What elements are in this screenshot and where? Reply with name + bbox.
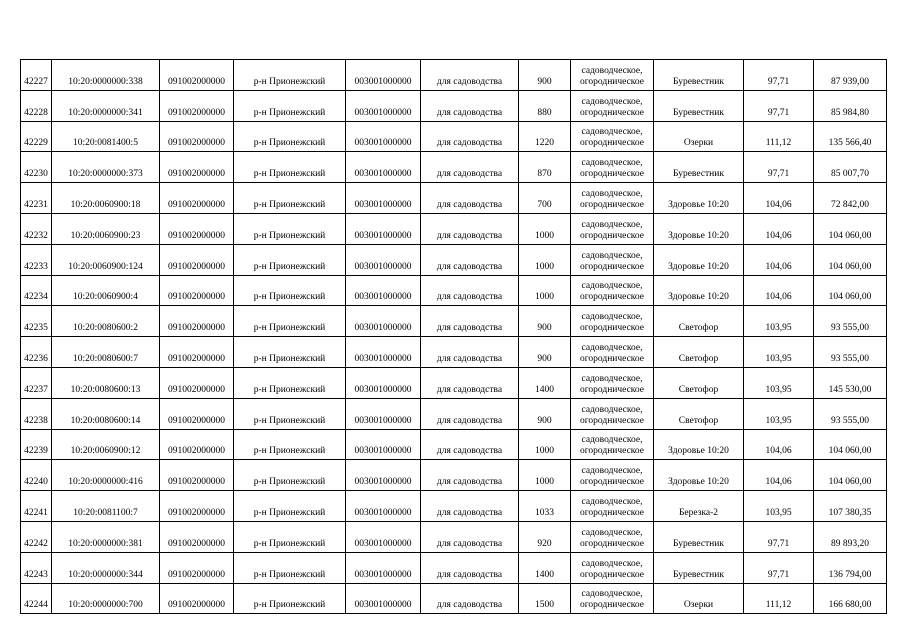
cell-permitted-use: для садоводства (421, 583, 519, 614)
land-use-line-1: садоводческое, (581, 589, 643, 600)
table-row (21, 583, 887, 614)
cell-area: 1400 (519, 367, 571, 398)
cell-record-number: 42242 (21, 521, 52, 552)
cell-specific-value: 104,06 (744, 460, 814, 491)
cell-cadastral-value: 89 893,20 (814, 521, 887, 552)
cell-specific-value: 111,12 (744, 121, 814, 152)
land-use-line-1: садоводческое, (581, 373, 643, 384)
cell-cadastral-value: 136 794,00 (814, 552, 887, 583)
cell-oktmo-code: 091002000000 (160, 60, 234, 91)
cell-specific-value: 103,95 (744, 367, 814, 398)
land-use-line-1: садоводческое, (581, 342, 643, 353)
cell-land-use (571, 521, 654, 552)
cell-permitted-use: для садоводства (421, 491, 519, 522)
cell-permitted-use: для садоводства (421, 213, 519, 244)
land-use-line-1: садоводческое, (581, 65, 643, 76)
land-use-line-2: огородническое (579, 477, 645, 488)
cell-cadastral-number: 10:20:0060900:12 (52, 429, 160, 460)
cell-oktmo-code: 091002000000 (160, 367, 234, 398)
cell-land-use (571, 213, 654, 244)
cell-cadastral-number: 10:20:0060900:4 (52, 275, 160, 306)
cell-snt-name: Здоровье 10:20 (654, 275, 744, 306)
cell-record-number: 42231 (21, 183, 52, 214)
cell-category-code: 003001000000 (346, 491, 421, 522)
land-use-line-1: садоводческое, (581, 558, 643, 569)
land-use-line-2: огородническое (579, 446, 645, 457)
land-use-line-1: садоводческое, (581, 466, 643, 477)
cell-permitted-use: для садоводства (421, 152, 519, 183)
cell-cadastral-value: 87 939,00 (814, 60, 887, 91)
cell-land-use (571, 183, 654, 214)
land-use-line-1: садоводческое, (581, 496, 643, 507)
cell-land-use (571, 583, 654, 614)
cell-land-use (571, 398, 654, 429)
land-use-line-2: огородническое (579, 199, 645, 210)
cell-area: 1033 (519, 491, 571, 522)
cell-area: 920 (519, 521, 571, 552)
cell-area: 1000 (519, 244, 571, 275)
cell-record-number: 42232 (21, 213, 52, 244)
cell-record-number: 42237 (21, 367, 52, 398)
land-use-line-2: огородническое (579, 600, 645, 611)
land-use-line-2: огородническое (579, 569, 645, 580)
cell-land-use (571, 60, 654, 91)
land-use-line-2: огородническое (579, 261, 645, 272)
land-use-line-2: огородническое (579, 107, 645, 118)
cell-permitted-use: для садоводства (421, 244, 519, 275)
cell-snt-name: Здоровье 10:20 (654, 429, 744, 460)
cell-district: р-н Прионежский (234, 306, 346, 337)
cell-snt-name: Озерки (654, 121, 744, 152)
cell-specific-value: 103,95 (744, 398, 814, 429)
cell-snt-name: Светофор (654, 398, 744, 429)
cell-category-code: 003001000000 (346, 460, 421, 491)
cell-land-use (571, 90, 654, 121)
land-use-line-2: огородническое (579, 353, 645, 364)
cell-permitted-use: для садоводства (421, 306, 519, 337)
cell-snt-name: Здоровье 10:20 (654, 460, 744, 491)
cell-cadastral-number: 10:20:0081100:7 (52, 491, 160, 522)
table-row (21, 275, 887, 306)
cell-area: 1000 (519, 429, 571, 460)
cell-category-code: 003001000000 (346, 60, 421, 91)
cell-area: 900 (519, 306, 571, 337)
cell-permitted-use: для садоводства (421, 552, 519, 583)
cell-specific-value: 103,95 (744, 337, 814, 368)
land-use-line-1: садоводческое, (581, 435, 643, 446)
cell-snt-name: Буревестник (654, 90, 744, 121)
cell-record-number: 42227 (21, 60, 52, 91)
cell-district: р-н Прионежский (234, 583, 346, 614)
cell-cadastral-number: 10:20:0000000:416 (52, 460, 160, 491)
table-row (21, 337, 887, 368)
cell-oktmo-code: 091002000000 (160, 552, 234, 583)
cell-district: р-н Прионежский (234, 398, 346, 429)
cell-land-use (571, 337, 654, 368)
cell-snt-name: Светофор (654, 306, 744, 337)
land-use-line-2: огородническое (579, 76, 645, 87)
cell-oktmo-code: 091002000000 (160, 429, 234, 460)
cell-cadastral-value: 166 680,00 (814, 583, 887, 614)
cell-area: 1000 (519, 275, 571, 306)
cell-cadastral-value: 104 060,00 (814, 429, 887, 460)
cell-snt-name: Озерки (654, 583, 744, 614)
cell-category-code: 003001000000 (346, 521, 421, 552)
cell-area: 1220 (519, 121, 571, 152)
cell-record-number: 42238 (21, 398, 52, 429)
cell-land-use (571, 275, 654, 306)
land-use-line-2: огородническое (579, 507, 645, 518)
cell-snt-name: Здоровье 10:20 (654, 183, 744, 214)
cell-snt-name: Здоровье 10:20 (654, 213, 744, 244)
cell-record-number: 42241 (21, 491, 52, 522)
cell-cadastral-value: 135 566,40 (814, 121, 887, 152)
cell-permitted-use: для садоводства (421, 337, 519, 368)
land-use-line-1: садоводческое, (581, 281, 643, 292)
cell-cadastral-number: 10:20:0000000:373 (52, 152, 160, 183)
cell-cadastral-number: 10:20:0081400:5 (52, 121, 160, 152)
table-row (21, 244, 887, 275)
cell-cadastral-number: 10:20:0000000:341 (52, 90, 160, 121)
cell-cadastral-number: 10:20:0000000:344 (52, 552, 160, 583)
table-row (21, 152, 887, 183)
cell-record-number: 42239 (21, 429, 52, 460)
cell-district: р-н Прионежский (234, 552, 346, 583)
cell-area: 900 (519, 337, 571, 368)
cell-permitted-use: для садоводства (421, 429, 519, 460)
cell-district: р-н Прионежский (234, 337, 346, 368)
cell-district: р-н Прионежский (234, 90, 346, 121)
cell-oktmo-code: 091002000000 (160, 213, 234, 244)
cell-land-use (571, 491, 654, 522)
cell-specific-value: 97,71 (744, 521, 814, 552)
cadastral-table (20, 59, 887, 614)
cell-record-number: 42229 (21, 121, 52, 152)
cell-specific-value: 104,06 (744, 429, 814, 460)
cell-category-code: 003001000000 (346, 275, 421, 306)
cell-cadastral-number: 10:20:0060900:23 (52, 213, 160, 244)
cell-land-use (571, 244, 654, 275)
cell-cadastral-value: 93 555,00 (814, 398, 887, 429)
cell-specific-value: 103,95 (744, 491, 814, 522)
cell-area: 700 (519, 183, 571, 214)
cell-record-number: 42240 (21, 460, 52, 491)
cell-specific-value: 104,06 (744, 244, 814, 275)
cell-district: р-н Прионежский (234, 213, 346, 244)
land-use-line-2: огородническое (579, 538, 645, 549)
table-row (21, 183, 887, 214)
cell-oktmo-code: 091002000000 (160, 90, 234, 121)
cell-permitted-use: для садоводства (421, 521, 519, 552)
cell-snt-name: Буревестник (654, 60, 744, 91)
table-row (21, 121, 887, 152)
cell-specific-value: 111,12 (744, 583, 814, 614)
cell-district: р-н Прионежский (234, 460, 346, 491)
cell-area: 1000 (519, 213, 571, 244)
cell-oktmo-code: 091002000000 (160, 183, 234, 214)
land-use-line-2: огородническое (579, 138, 645, 149)
land-use-line-1: садоводческое, (581, 158, 643, 169)
cell-specific-value: 97,71 (744, 152, 814, 183)
land-use-line-1: садоводческое, (581, 250, 643, 261)
cell-area: 880 (519, 90, 571, 121)
table-row (21, 398, 887, 429)
cell-cadastral-number: 10:20:0060900:18 (52, 183, 160, 214)
land-use-line-1: садоводческое, (581, 527, 643, 538)
cell-record-number: 42228 (21, 90, 52, 121)
cell-oktmo-code: 091002000000 (160, 121, 234, 152)
cell-area: 1400 (519, 552, 571, 583)
cell-cadastral-number: 10:20:0000000:338 (52, 60, 160, 91)
cell-category-code: 003001000000 (346, 244, 421, 275)
cell-land-use (571, 306, 654, 337)
cell-area: 1500 (519, 583, 571, 614)
cell-specific-value: 97,71 (744, 90, 814, 121)
cell-cadastral-value: 85 007,70 (814, 152, 887, 183)
cell-district: р-н Прионежский (234, 60, 346, 91)
cell-land-use (571, 460, 654, 491)
cell-specific-value: 103,95 (744, 306, 814, 337)
cell-permitted-use: для садоводства (421, 60, 519, 91)
cell-category-code: 003001000000 (346, 367, 421, 398)
cell-snt-name: Буревестник (654, 521, 744, 552)
cell-permitted-use: для садоводства (421, 90, 519, 121)
cell-permitted-use: для садоводства (421, 275, 519, 306)
cell-category-code: 003001000000 (346, 583, 421, 614)
land-use-line-1: садоводческое, (581, 312, 643, 323)
cell-district: р-н Прионежский (234, 152, 346, 183)
cell-district: р-н Прионежский (234, 183, 346, 214)
cell-district: р-н Прионежский (234, 429, 346, 460)
cell-cadastral-number: 10:20:0080600:2 (52, 306, 160, 337)
cell-category-code: 003001000000 (346, 429, 421, 460)
cell-cadastral-number: 10:20:0080600:7 (52, 337, 160, 368)
cell-specific-value: 97,71 (744, 552, 814, 583)
cell-specific-value: 104,06 (744, 275, 814, 306)
cell-category-code: 003001000000 (346, 306, 421, 337)
table-row (21, 367, 887, 398)
cell-oktmo-code: 091002000000 (160, 306, 234, 337)
cell-cadastral-value: 85 984,80 (814, 90, 887, 121)
cell-district: р-н Прионежский (234, 491, 346, 522)
cell-cadastral-value: 104 060,00 (814, 460, 887, 491)
land-use-line-2: огородническое (579, 323, 645, 334)
cell-record-number: 42230 (21, 152, 52, 183)
table-row (21, 429, 887, 460)
cell-permitted-use: для садоводства (421, 367, 519, 398)
cell-district: р-н Прионежский (234, 121, 346, 152)
cell-specific-value: 104,06 (744, 183, 814, 214)
cell-district: р-н Прионежский (234, 367, 346, 398)
cell-oktmo-code: 091002000000 (160, 583, 234, 614)
table-row (21, 306, 887, 337)
cell-district: р-н Прионежский (234, 275, 346, 306)
land-use-line-2: огородническое (579, 415, 645, 426)
cell-category-code: 003001000000 (346, 337, 421, 368)
cell-record-number: 42236 (21, 337, 52, 368)
cell-category-code: 003001000000 (346, 152, 421, 183)
cell-oktmo-code: 091002000000 (160, 398, 234, 429)
cell-cadastral-value: 72 842,00 (814, 183, 887, 214)
cell-permitted-use: для садоводства (421, 460, 519, 491)
cell-land-use (571, 121, 654, 152)
table-row (21, 460, 887, 491)
cell-snt-name: Буревестник (654, 152, 744, 183)
cell-snt-name: Светофор (654, 337, 744, 368)
land-use-line-1: садоводческое, (581, 96, 643, 107)
land-use-line-2: огородническое (579, 292, 645, 303)
cell-snt-name: Березка-2 (654, 491, 744, 522)
cell-cadastral-value: 93 555,00 (814, 337, 887, 368)
cell-cadastral-number: 10:20:0080600:13 (52, 367, 160, 398)
cell-cadastral-value: 104 060,00 (814, 244, 887, 275)
table-row (21, 90, 887, 121)
land-use-line-1: садоводческое, (581, 188, 643, 199)
cell-record-number: 42244 (21, 583, 52, 614)
cell-land-use (571, 429, 654, 460)
cell-permitted-use: для садоводства (421, 183, 519, 214)
cell-cadastral-value: 145 530,00 (814, 367, 887, 398)
cell-area: 900 (519, 398, 571, 429)
cell-land-use (571, 152, 654, 183)
cell-category-code: 003001000000 (346, 183, 421, 214)
cell-snt-name: Светофор (654, 367, 744, 398)
table-row (21, 491, 887, 522)
cell-permitted-use: для садоводства (421, 398, 519, 429)
cell-permitted-use: для садоводства (421, 121, 519, 152)
cell-cadastral-value: 104 060,00 (814, 275, 887, 306)
cell-record-number: 42233 (21, 244, 52, 275)
cell-cadastral-number: 10:20:0060900:124 (52, 244, 160, 275)
cell-snt-name: Буревестник (654, 552, 744, 583)
cell-area: 900 (519, 60, 571, 91)
cell-land-use (571, 367, 654, 398)
land-use-line-2: огородническое (579, 230, 645, 241)
cell-category-code: 003001000000 (346, 121, 421, 152)
cell-oktmo-code: 091002000000 (160, 521, 234, 552)
cell-category-code: 003001000000 (346, 552, 421, 583)
cell-oktmo-code: 091002000000 (160, 491, 234, 522)
cell-oktmo-code: 091002000000 (160, 275, 234, 306)
cell-oktmo-code: 091002000000 (160, 244, 234, 275)
cell-specific-value: 104,06 (744, 213, 814, 244)
cell-category-code: 003001000000 (346, 398, 421, 429)
cell-cadastral-number: 10:20:0000000:700 (52, 583, 160, 614)
table-row (21, 213, 887, 244)
cell-snt-name: Здоровье 10:20 (654, 244, 744, 275)
cell-area: 1000 (519, 460, 571, 491)
table-body (21, 60, 887, 614)
cell-category-code: 003001000000 (346, 90, 421, 121)
cell-district: р-н Прионежский (234, 244, 346, 275)
land-use-line-1: садоводческое, (581, 404, 643, 415)
land-use-line-1: садоводческое, (581, 127, 643, 138)
cell-cadastral-value: 107 380,35 (814, 491, 887, 522)
cell-area: 870 (519, 152, 571, 183)
land-use-line-1: садоводческое, (581, 219, 643, 230)
land-use-line-2: огородническое (579, 169, 645, 180)
cell-oktmo-code: 091002000000 (160, 460, 234, 491)
cell-cadastral-value: 104 060,00 (814, 213, 887, 244)
cell-cadastral-number: 10:20:0000000:381 (52, 521, 160, 552)
table-row (21, 552, 887, 583)
table-row (21, 60, 887, 91)
cell-specific-value: 97,71 (744, 60, 814, 91)
table-row (21, 521, 887, 552)
cell-category-code: 003001000000 (346, 213, 421, 244)
land-use-line-2: огородническое (579, 384, 645, 395)
cell-oktmo-code: 091002000000 (160, 337, 234, 368)
cell-oktmo-code: 091002000000 (160, 152, 234, 183)
cell-record-number: 42235 (21, 306, 52, 337)
cell-record-number: 42234 (21, 275, 52, 306)
cell-record-number: 42243 (21, 552, 52, 583)
cell-cadastral-number: 10:20:0080600:14 (52, 398, 160, 429)
cell-district: р-н Прионежский (234, 521, 346, 552)
cell-cadastral-value: 93 555,00 (814, 306, 887, 337)
cell-land-use (571, 552, 654, 583)
